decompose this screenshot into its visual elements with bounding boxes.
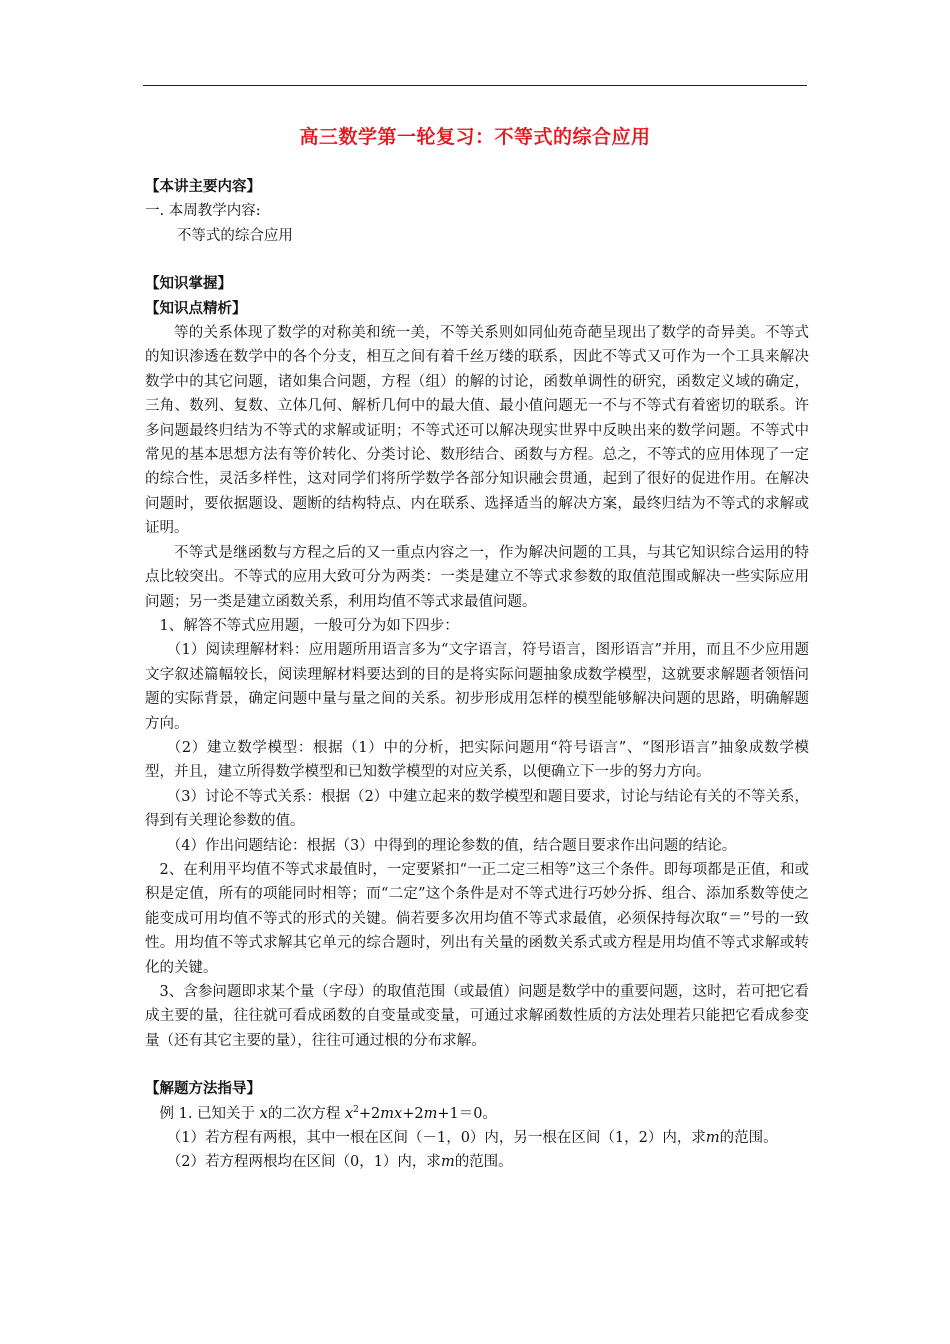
question-2-var: m [440,1154,455,1171]
item-label: 一. 本周教学内容: [145,203,261,220]
step-3: （3）讨论不等式关系：根据（2）中建立起来的数学模型和题目要求，讨论与结论有关的不等关系，得到有关理论参数的值。 [145,788,809,830]
subheading-knowledge-points: 【知识点精析】 [145,300,247,317]
question-1-text: （1）若方程有两根，其中一根在区间（－1，0）内，另一根在区间（1，2）内，求 [166,1130,706,1147]
example-1-question-1 [145,1126,809,1150]
step-1: （1）阅读理解材料：应用题所用语言多为“文字语言，符号语言，图形语言”并用，而且不少应用题文字叙述篇幅较长，阅读理解材料要达到的目的是将实际问题抽象成数学模型，这就要求解题者领悟问题的实际背景，确定问题中量与量之间的关系。初步形成用怎样的模型能够解决问题的思路，明确解题方向。 [145,642,809,732]
point-3: 3、含参问题即求某个量（字母）的取值范围（或最值）问题是数学中的重要问题，这时，若可把它看成主要的量，往往就可看成函数的自变量或变量，可通过求解函数性质的方法处理若只能把它看成参变量（还有其它主要的量），往往可通过根的分布求解。 [145,984,809,1049]
eq-plus-b: +2 [402,1105,424,1122]
paragraph-2: 不等式是继函数与方程之后的又一重点内容之一，作为解决问题的工具，与其它知识综合运用的特点比较突出。不等式的应用大致可分为两类：一类是建立不等式求参数的取值范围或解决一些实际应用问题；另一类是建立函数关系，利用均值不等式求最值问题。 [145,544,809,610]
eq-tail: +1＝0。 [437,1105,497,1122]
question-2-end: 的范围。 [454,1154,513,1171]
example-1-question-2 [145,1150,809,1174]
spacer [145,248,809,272]
section-heading-main-content: 【本讲主要内容】 [145,179,261,195]
document-body [145,175,809,1175]
point-2: 2、在利用平均值不等式求最值时，一定要紧扣“一正二定三相等”这三个条件。即每项都是正值，和或积是定值，所有的项能同时相等；而“二定”这个条件是对不等式进行巧妙分拆、组合、添加系数等使之能变成可用均值不等式的形式的关键。倘若要多次用均值不等式求最值，必须保持每次取“＝”号的一致性。用均值不等式求解其它单元的综合题时，列出有关量的函数关系式或方程是用均值不等式求解或转化的关键。 [145,861,809,976]
question-1-end: 的范围。 [719,1130,778,1147]
point-1: 1、解答不等式应用题，一般可分为如下四步： [159,617,459,634]
example-prefix: 例 1. 已知关于 [159,1105,256,1122]
page-title: 高三数学第一轮复习：不等式的综合应用 [299,126,651,148]
eq-plus: +2 [358,1105,381,1122]
eq-m-b: m [423,1105,438,1122]
paragraph-1: 等的关系体现了数学的对称美和统一美，不等关系则如同仙苑奇葩呈现出了数学的奇异美。不等式的知识渗透在数学中的各个分支，相互之间有着千丝万缕的联系，因此不等式又可作为一个工具来解决数学中的其它问题，诸如集合问题，方程（组）的解的讨论，函数单调性的研究，函数定义域的确定，三角、数列、复数、立体几何、解析几何中的最大值、最小值问题无一不与不等式有着密切的联系。许多问题最终归结为不等式的求解或证明；不等式还可以解决现实世界中反映出来的数学问题。不等式中常见的基本思想方法有等价转化、分类讨论、数形结合、函数与方程。总之，不等式的应用体现了一定的综合性，灵活多样性，这对同学们将所学数学各部分知识融会贯通，起到了很好的促进作用。在解决问题时，要依据题设、题断的结构特点、内在联系、选择适当的解决方案，最终归结为不等式的求解或证明。 [145,325,809,537]
question-1-var: m [705,1130,720,1147]
section-heading-knowledge: 【知识掌握】 [145,276,232,293]
example-mid: 的二次方程 [267,1105,341,1122]
eq-m: m [380,1105,395,1122]
example-1-statement [145,1102,809,1126]
eq-x-linear: x [394,1105,403,1122]
step-4: （4）作出问题结论：根据（3）中得到的理论参数的值，结合题目要求作出问题的结论。 [166,837,737,854]
eq-x: x [344,1105,354,1122]
header-rule [143,85,807,86]
eq-exponent: 2 [353,1104,359,1115]
section-heading-methods: 【解题方法指导】 [145,1081,261,1098]
spacer [145,1053,809,1077]
variable-x: x [259,1105,268,1122]
question-2-text: （2）若方程两根均在区间（0，1）内，求 [166,1154,441,1171]
step-2: （2）建立数学模型：根据（1）中的分析，把实际问题用“符号语言”、“图形语言”抽象成数学模型，并且，建立所得数学模型和已知数学模型的对应关系，以便确立下一步的努力方向。 [145,739,809,781]
item-value: 不等式的综合应用 [176,227,293,244]
